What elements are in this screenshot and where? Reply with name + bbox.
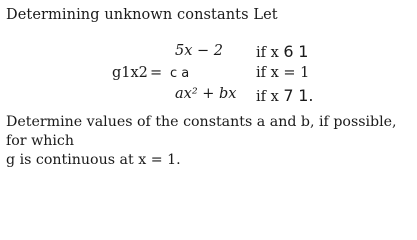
question-line-1: Determine values of the constants a and b, if possible, for which [6, 114, 397, 149]
piece-2-expression: c a [170, 66, 190, 81]
problem-title: Determining unknown constants Let [6, 7, 278, 23]
question-line-2: g is continuous at x = 1. [6, 152, 181, 168]
piece-3-condition: if x 7 1. [256, 86, 314, 105]
function-label: g1x2 [112, 65, 148, 81]
equals-sign: = [150, 65, 163, 81]
question-text [6, 113, 414, 170]
piece-1-expression: 5x − 2 [175, 43, 223, 59]
piece-2-condition: if x = 1 [256, 65, 310, 81]
piece-1-condition: if x 6 1 [256, 42, 309, 61]
piece-3-expression: ax² + bx [175, 86, 237, 102]
